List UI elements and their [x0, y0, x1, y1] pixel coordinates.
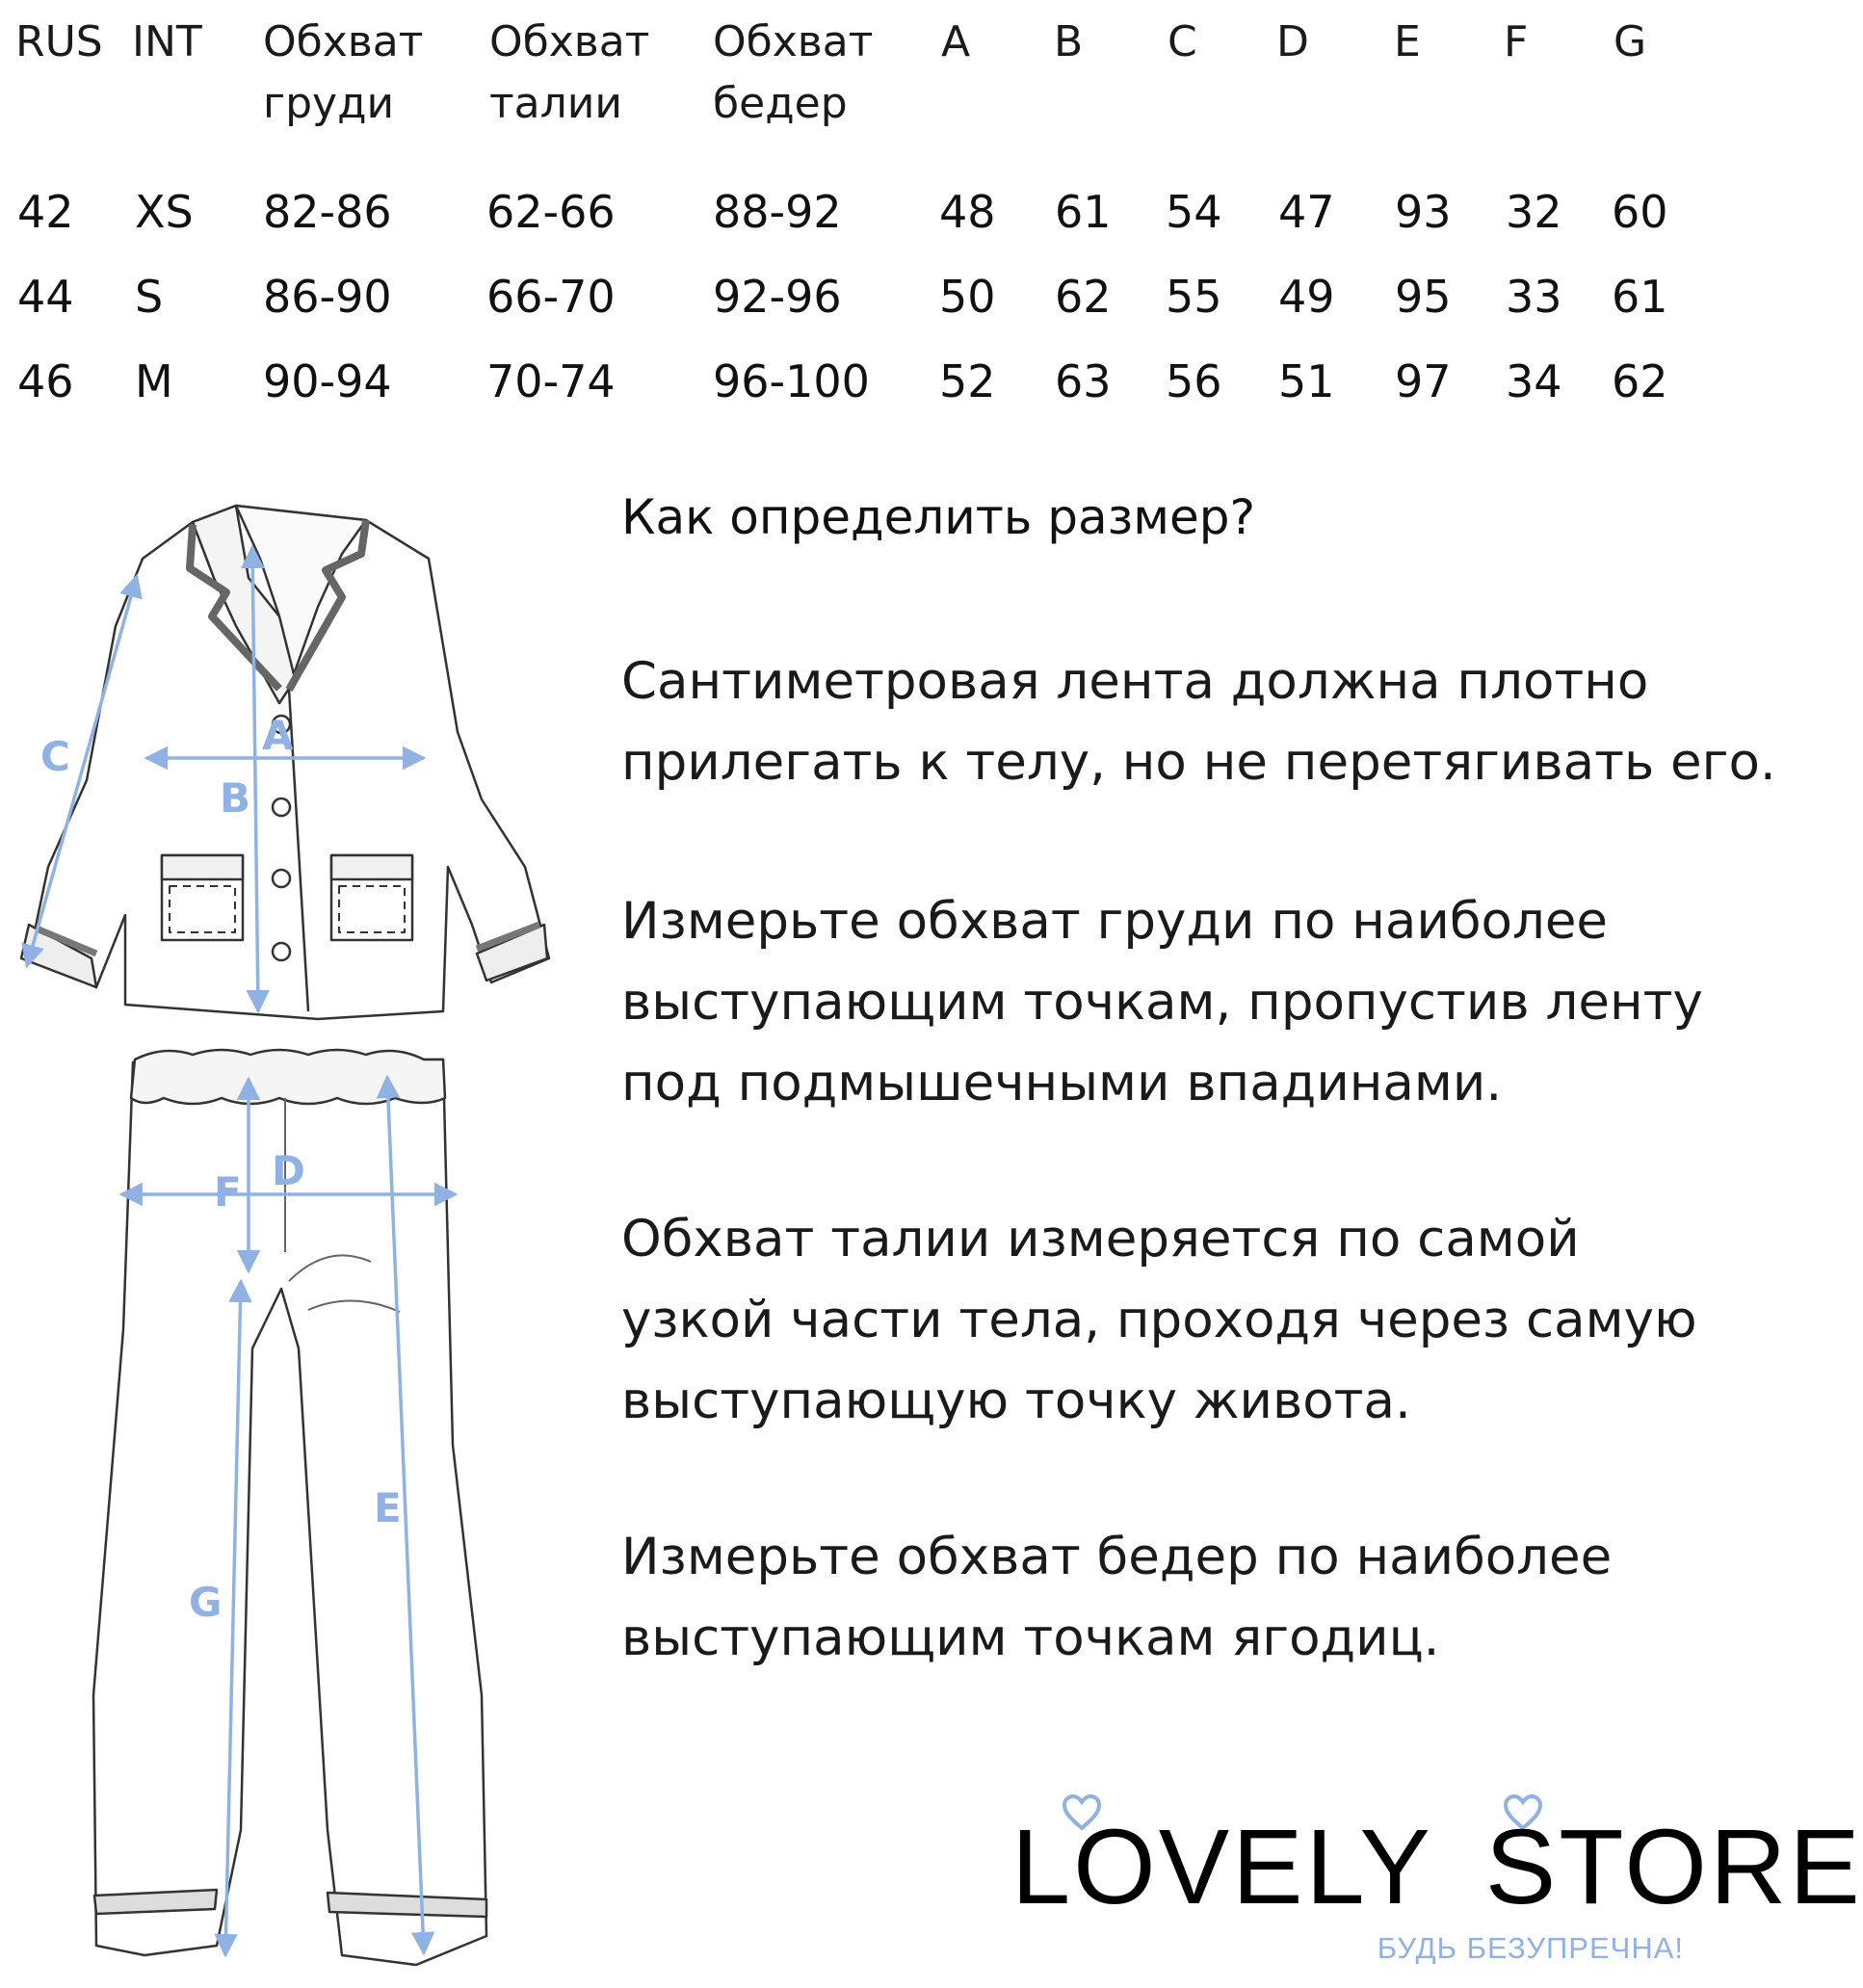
cell-c: 56	[1166, 355, 1222, 407]
paragraph-line: Измерьте обхват бедер по наиболее	[621, 1528, 1613, 1586]
label-a: A	[262, 712, 294, 759]
cell-rus: 44	[17, 271, 74, 323]
label-c: C	[40, 733, 70, 780]
brand-name-part1: LOVELY	[1011, 1808, 1433, 1926]
paragraph-line: под подмышечными впадинами.	[621, 1054, 1503, 1112]
cell-rus: 42	[17, 186, 74, 238]
cell-g: 60	[1612, 186, 1668, 238]
label-d: D	[272, 1147, 305, 1194]
cell-chest: 82-86	[263, 186, 392, 238]
paragraph-line: прилегать к телу, но не перетягивать его.	[621, 733, 1776, 792]
cell-rus: 46	[17, 355, 74, 407]
cell-d: 49	[1278, 271, 1335, 323]
guide-title: Как определить размер?	[621, 489, 1256, 545]
cell-e: 93	[1395, 186, 1452, 238]
cell-hips: 88-92	[713, 186, 842, 238]
label-f: F	[214, 1168, 242, 1216]
cell-hips: 92-96	[713, 271, 842, 323]
guide-paragraph-waist	[621, 1199, 1697, 1442]
header-int: INT	[132, 17, 202, 66]
size-table	[0, 0, 1707, 424]
cell-int: M	[135, 355, 173, 407]
cell-b: 63	[1055, 355, 1112, 407]
brand-logo	[1002, 1787, 1863, 1979]
header-f: F	[1504, 17, 1529, 66]
cell-waist: 66-70	[486, 271, 616, 323]
paragraph-line: узкой части тела, проходя через самую	[621, 1291, 1697, 1349]
guide-paragraph-tape	[621, 641, 1776, 803]
brand-name	[1011, 1806, 1863, 1928]
brand-tagline: БУДЬ БЕЗУПРЕЧНА!	[1377, 1931, 1684, 1965]
pajama-measurement-diagram	[0, 482, 578, 1988]
cell-chest: 86-90	[263, 271, 392, 323]
guide-paragraph-hips	[621, 1517, 1691, 1679]
header-g: G	[1614, 17, 1647, 66]
cell-chest: 90-94	[263, 355, 392, 407]
cell-int: S	[135, 271, 164, 323]
label-g: G	[189, 1579, 223, 1626]
label-b: B	[220, 774, 251, 822]
label-e: E	[374, 1484, 402, 1531]
cell-a: 48	[939, 186, 996, 238]
header-b: B	[1054, 17, 1084, 66]
cell-b: 62	[1055, 271, 1112, 323]
header-c: C	[1168, 17, 1197, 66]
cell-g: 61	[1612, 271, 1668, 323]
cell-d: 47	[1278, 186, 1335, 238]
cell-hips: 96-100	[713, 355, 870, 407]
cell-c: 55	[1166, 271, 1222, 323]
brand-name-part2: STORE	[1484, 1808, 1863, 1926]
paragraph-line: Измерьте обхват груди по наиболее	[621, 892, 1609, 951]
header-rus: RUS	[15, 17, 103, 66]
cell-f: 33	[1506, 271, 1562, 323]
cell-waist: 62-66	[486, 186, 616, 238]
cell-c: 54	[1166, 186, 1222, 238]
header-hips: Обхват бедер	[713, 17, 874, 128]
paragraph-line: выступающим точкам, пропустив ленту	[621, 973, 1703, 1032]
paragraph-line: Сантиметровая лента должна плотно	[621, 652, 1649, 711]
cell-g: 62	[1612, 355, 1668, 407]
paragraph-line: выступающим точкам ягодиц.	[621, 1609, 1440, 1667]
cell-b: 61	[1055, 186, 1112, 238]
cell-a: 52	[939, 355, 996, 407]
cell-a: 50	[939, 271, 996, 323]
header-chest: Обхват груди	[263, 17, 424, 128]
cell-e: 97	[1395, 355, 1452, 407]
guide-paragraph-chest	[621, 881, 1703, 1124]
cell-f: 32	[1506, 186, 1562, 238]
paragraph-line: выступающую точку живота.	[621, 1372, 1411, 1430]
header-e: E	[1394, 17, 1421, 66]
paragraph-line: Обхват талии измеряется по самой	[621, 1210, 1580, 1269]
header-a: A	[941, 17, 971, 66]
shirt-drawing	[21, 506, 549, 1019]
cell-waist: 70-74	[486, 355, 616, 407]
cell-e: 95	[1395, 271, 1452, 323]
cell-int: XS	[135, 186, 194, 238]
header-d: D	[1276, 17, 1309, 66]
cell-f: 34	[1506, 355, 1562, 407]
cell-d: 51	[1278, 355, 1335, 407]
header-waist: Обхват талии	[489, 17, 650, 128]
